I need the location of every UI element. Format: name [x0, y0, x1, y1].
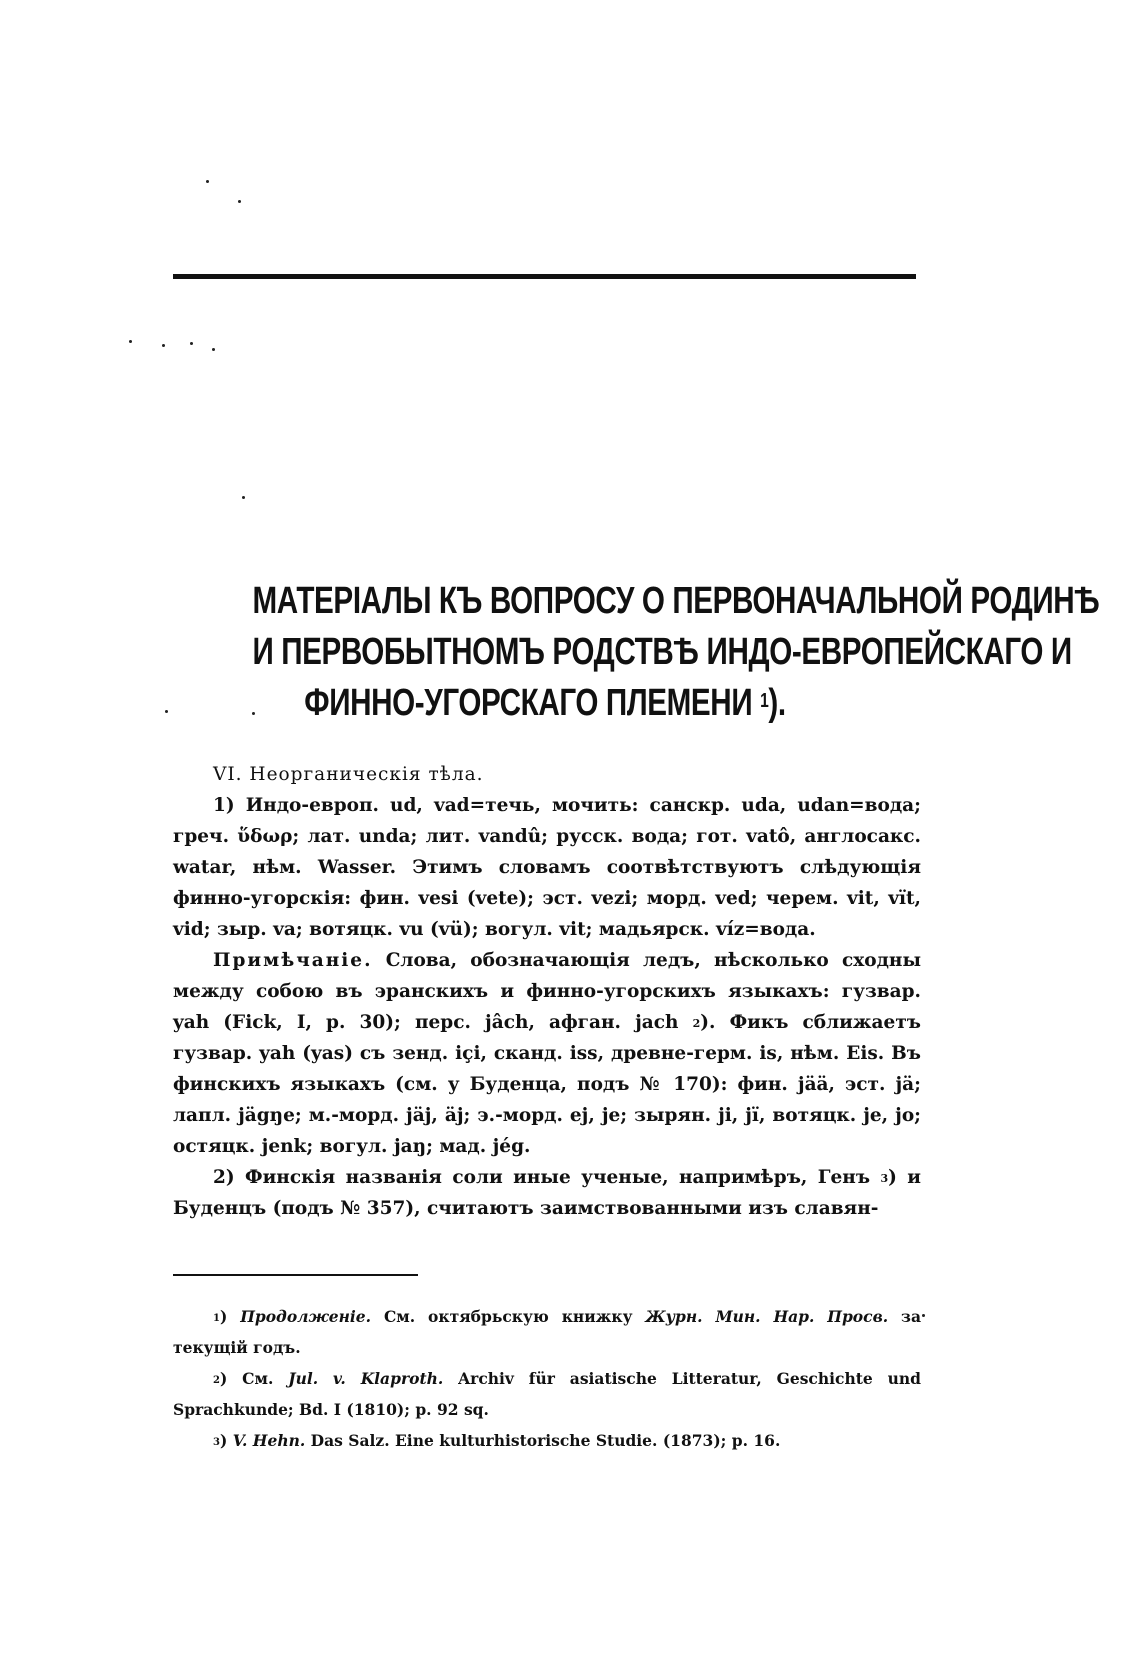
footnote-rule [173, 1274, 418, 1276]
footnote-1-mark: 1 [213, 1313, 220, 1324]
footnote-1-paren: ) [219, 1307, 241, 1326]
footnote-ref-3: 3 [880, 1172, 889, 1185]
footnote-1-label: Продолженіе. [240, 1307, 372, 1326]
title-line-3 [253, 678, 838, 729]
print-speck [922, 1314, 925, 1317]
title-line-1: МАТЕРІАЛЫ КЪ ВОПРОСУ О ПЕРВОНАЧАЛЬНОЙ РОДИНѢ [252, 580, 1100, 622]
footnote-3-author: V. Hehn. [232, 1431, 306, 1450]
paragraph-water: 1) Индо-европ. ud, vad=течь, мочить: санскр. uda, udan=вода; греч. ὕδωρ; лат. unda; лит. vandû; русск. вода; гот. vatô, англосакс. watar, нѣм. Wasser. Этимъ словамъ соотвѣтствуютъ слѣдующія финно-угорскія: фин. vesi (vete); эст. vezi; морд. ved; черем. vit, vït, vid; зыр. va; вотяцк. vu (vü); вогул. vit; мадьярск. víz=вода. [173, 795, 921, 940]
footnote-2-mark: 2 [213, 1375, 220, 1386]
print-speck [162, 344, 165, 347]
note-text-a: Слова, обозначающія ледъ, нѣсколько сходны между собою въ эранскихъ и финно-угорскихъ языкахъ: гузвар. yah (Fick, I, p. 30); перс. jâch, афган. jach [173, 950, 921, 1033]
paragraph-salt [173, 1162, 921, 1224]
section-heading: VI. Неорганическія тѣла. [213, 764, 484, 785]
footnote-3 [173, 1425, 921, 1456]
footnote-2-text-a: ) См. [219, 1369, 289, 1388]
title-footnote-mark: 1 [760, 690, 769, 712]
print-speck [242, 496, 245, 499]
note-text-b: ). Фикъ сближаетъ гузвар. yah (yas) съ зенд. içi, сканд. iss, древне-герм. is, нѣм. Eis. Въ финскихъ языкахъ (см. у Буденца, подъ № 170): фин. jää, эст. jä; лапл. jägŋe; м.-морд. jäj, äj; э.-морд. ej, je; зырян. ji, jï, вотяцк. je, jo; остяцк. jenk; вогул. jaŋ; мад. jég. [173, 1012, 921, 1157]
print-speck [238, 200, 241, 203]
footnote-2-text-b: Archiv für asiatische Litteratur, Geschichte und Sprachkunde; Bd. I (1810); p. 92 sq. [173, 1369, 921, 1419]
footnote-1-text-b: См. октябрьскую книжку [371, 1307, 646, 1326]
title-line-3-text: ФИННО-УГОРСКАГО ПЛЕМЕНИ [304, 682, 753, 724]
footnote-2-author: Jul. v. Klaproth. [288, 1369, 444, 1388]
footnote-1 [173, 1301, 921, 1363]
footnote-2 [173, 1363, 921, 1425]
header-rule [173, 274, 916, 279]
footnote-1-journal: Журн. Мин. Нар. Просв. [645, 1307, 889, 1326]
footnote-ref-2: 2 [692, 1017, 701, 1030]
print-speck [206, 180, 209, 183]
footnote-1-text-c: за текущій годъ. [173, 1307, 921, 1357]
title-line-3-end: ). [768, 682, 786, 724]
article-title [252, 576, 1100, 729]
footnote-3-mark: 3 [213, 1437, 220, 1448]
print-speck [212, 348, 215, 351]
print-speck [190, 342, 193, 345]
title-line-2: И ПЕРВОБЫТНОМЪ РОДСТВѢ ИНДО-ЕВРОПЕЙСКАГО И [252, 631, 1072, 673]
footnote-3-text-b: Das Salz. Eine kulturhistorische Studie. (1873); p. 16. [305, 1431, 781, 1450]
footnote-3-text-a: ) [219, 1431, 233, 1450]
article-body [173, 759, 921, 1224]
footnotes [173, 1301, 921, 1456]
salt-text-a: 2) Финскія названія соли иные ученые, напримѣръ, Генъ [213, 1167, 881, 1188]
note-label: Примѣчаніе. [213, 950, 373, 971]
print-speck [165, 710, 168, 713]
paragraph-note-ice [173, 945, 921, 1162]
salt-text-b: ) и Буденцъ (подъ № 357), считаютъ заимствованными изъ славян- [173, 1167, 921, 1219]
print-speck [129, 340, 132, 343]
